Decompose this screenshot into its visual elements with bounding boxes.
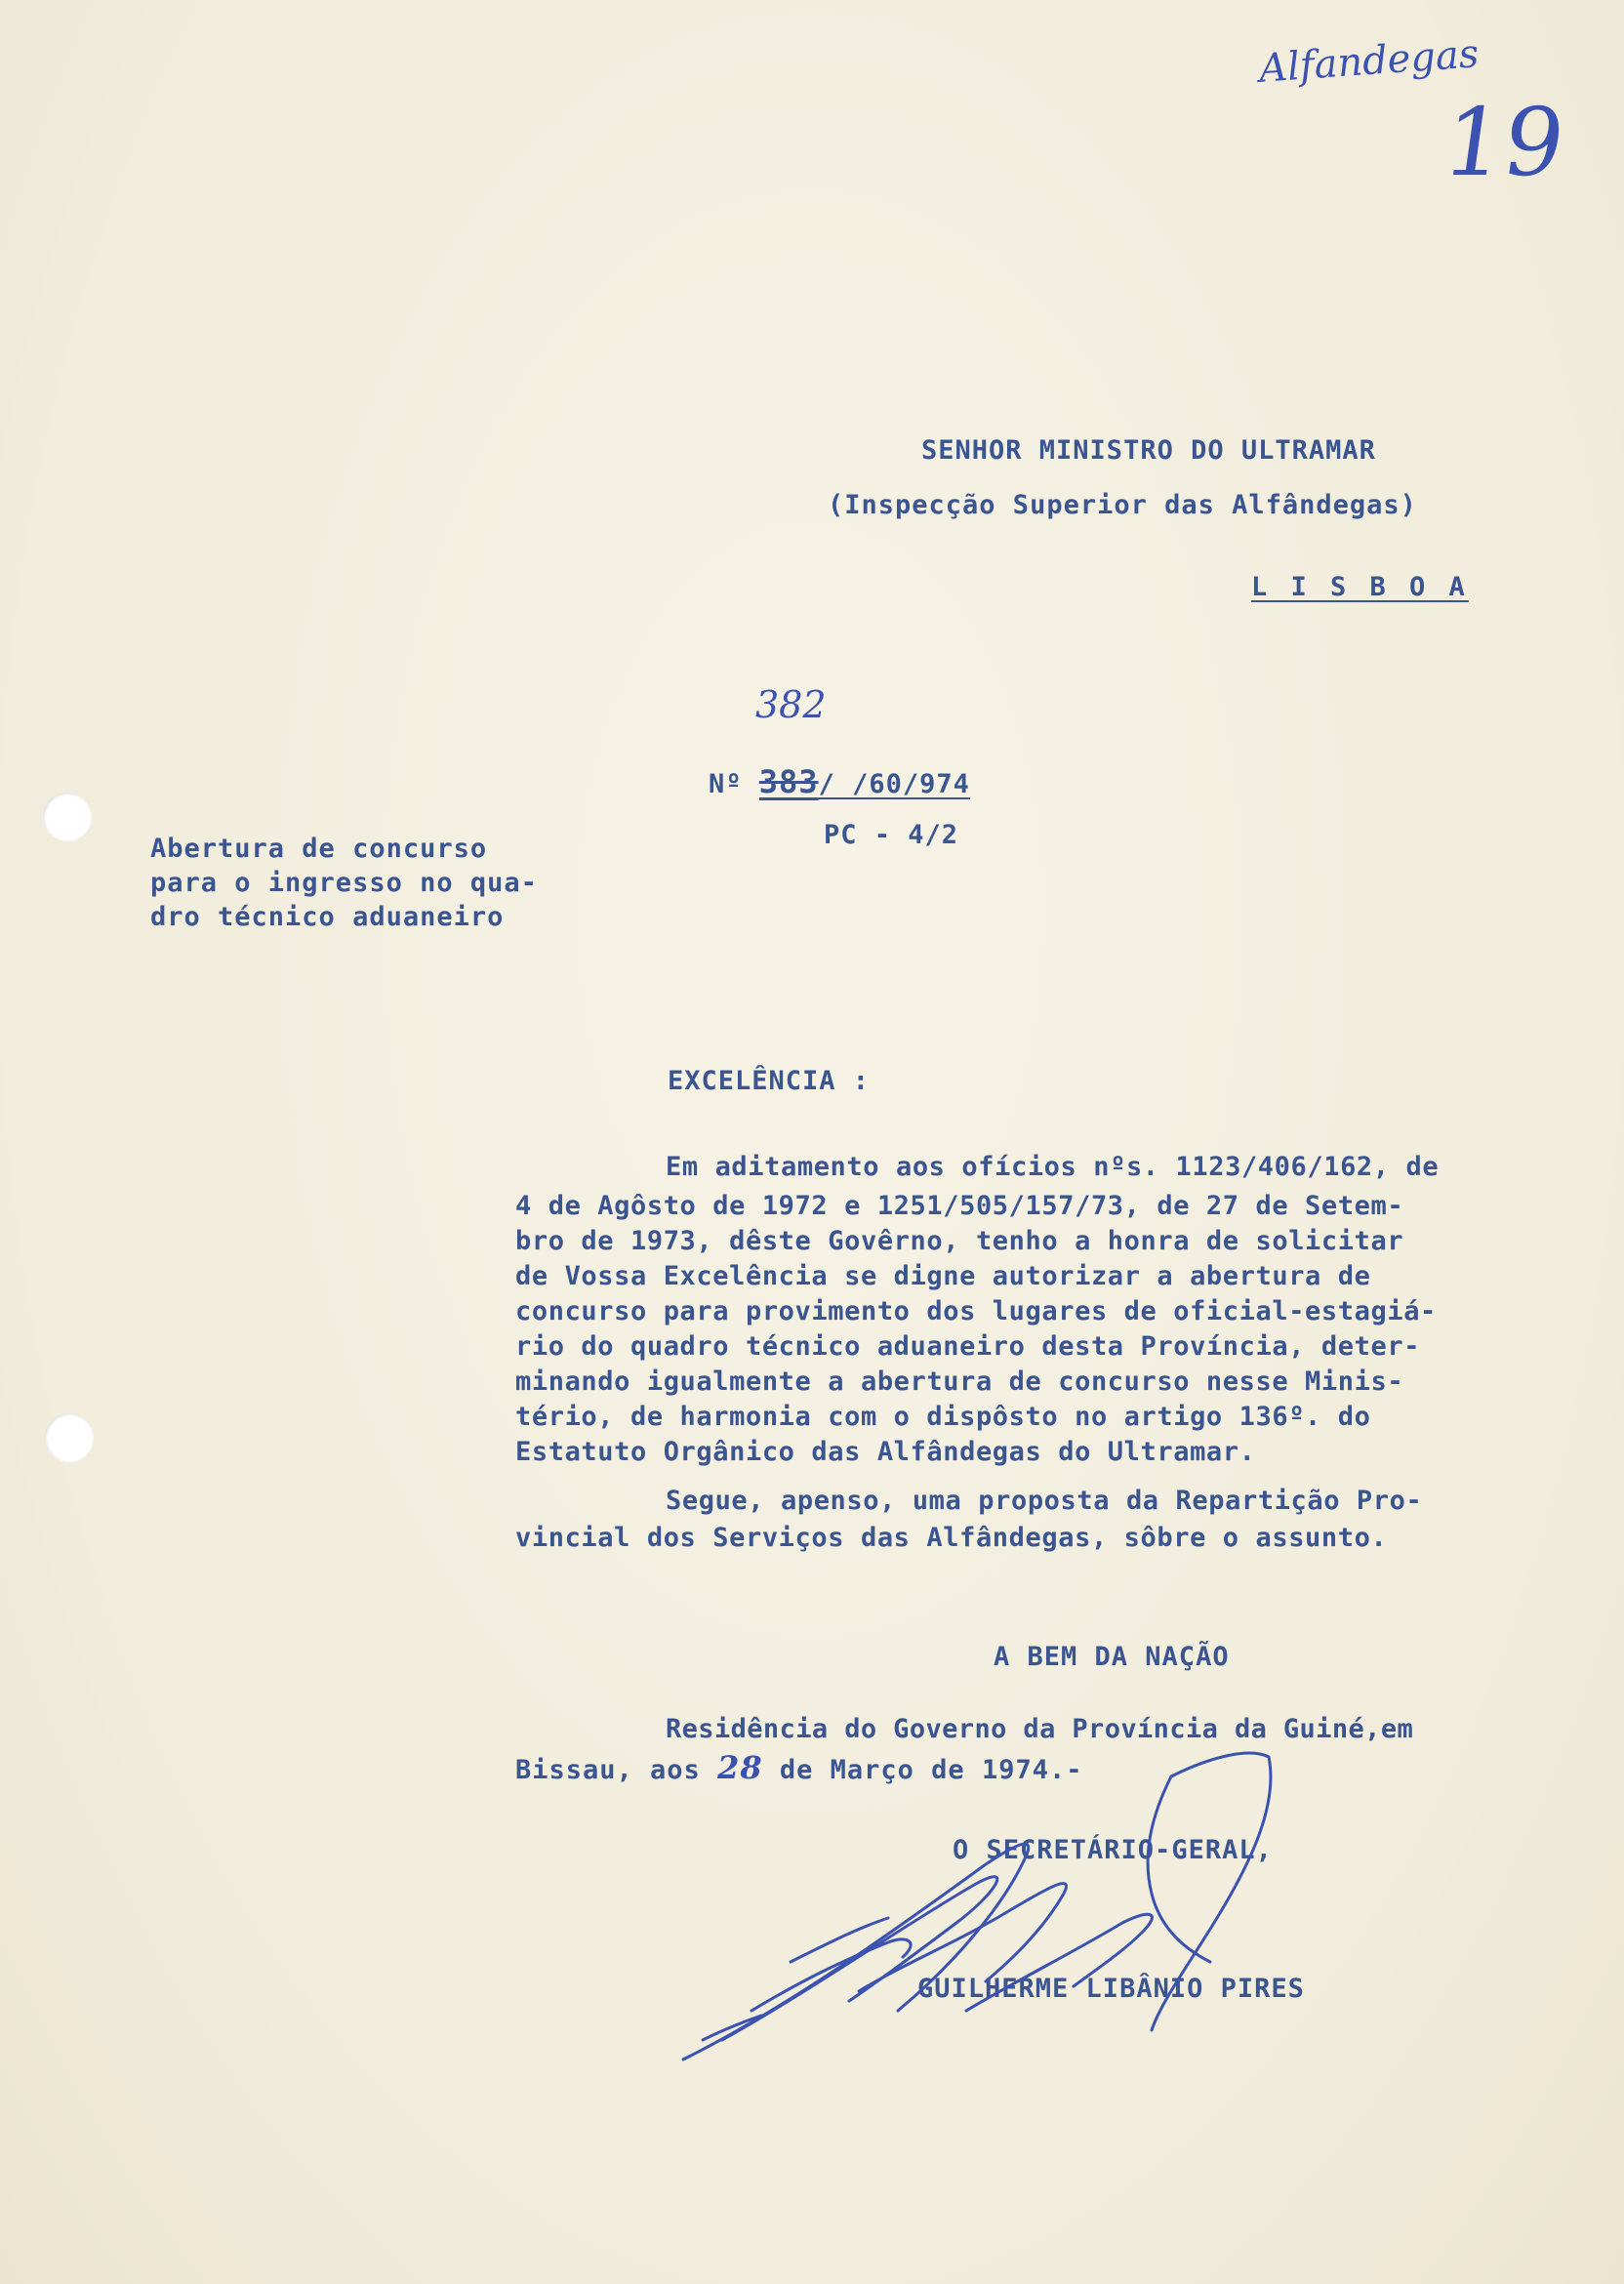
addressee-line-2: (Inspecção Superior das Alfândegas) [828,490,1417,520]
body-line: 4 de Agôsto de 1972 e 1251/505/157/73, de 27 de Setem- [515,1191,1404,1221]
body-line: vincial dos Serviços das Alfândegas, sôbre o assunto. [515,1523,1388,1553]
body-line: minando igualmente a abertura de concurso nesse Minis- [515,1366,1404,1397]
closing-place-suffix: de Março de 1974.- [779,1755,1083,1785]
closing-day-handwritten: 28 [717,1749,763,1786]
body-line: tério, de harmonia com o dispôsto no artigo 136º. do [515,1402,1371,1432]
reference-suffix: / /60/974 [818,769,970,799]
signatory-title: O SECRETÁRIO-GERAL, [953,1835,1273,1865]
reference-number [709,763,970,800]
addressee-line-1: SENHOR MINISTRO DO ULTRAMAR [921,435,1376,466]
reference-struck-number: 383 [758,763,819,800]
punch-hole-bottom [45,1413,94,1462]
addressee-city: L I S B O A [1251,572,1469,602]
body-line: rio do quadro técnico aduaneiro desta Província, deter- [515,1331,1421,1362]
subject-line: Abertura de concurso [150,834,488,864]
closing-motto: A BEM DA NAÇÃO [994,1642,1230,1672]
handwritten-page-number: 19 [1437,88,1572,197]
closing-place-line-1: Residência do Governo da Província da Guiné,em [666,1714,1414,1744]
signature-scribble [664,1718,1444,2069]
reference-code: PC - 4/2 [824,820,959,850]
handwritten-note-alfandegas: Alfandegas [1257,31,1481,92]
signatory-name: GUILHERME LIBÂNIO PIRES [917,1974,1305,2004]
body-line: bro de 1973, dêste Govêrno, tenho a honra de solicitar [515,1226,1404,1256]
reference-prefix: Nº [709,769,743,799]
salutation: EXCELÊNCIA : [668,1066,871,1096]
subject-line: para o ingresso no qua- [150,868,538,898]
subject-block [150,834,538,932]
closing-place-prefix: Bissau, aos [515,1755,701,1785]
body-line: de Vossa Excelência se digne autorizar a abertura de [515,1261,1371,1291]
subject-line: dro técnico aduaneiro [150,902,505,932]
body-line: Em aditamento aos ofícios nºs. 1123/406/162, de [666,1152,1440,1182]
punch-hole-top [43,793,92,841]
body-line: Segue, apenso, uma proposta da Repartição Pro- [666,1486,1423,1516]
handwritten-reference-number: 382 [755,683,827,726]
body-line: Estatuto Orgânico das Alfândegas do Ultramar. [515,1437,1256,1467]
body-line: concurso para provimento dos lugares de oficial-estagiá- [515,1296,1437,1326]
